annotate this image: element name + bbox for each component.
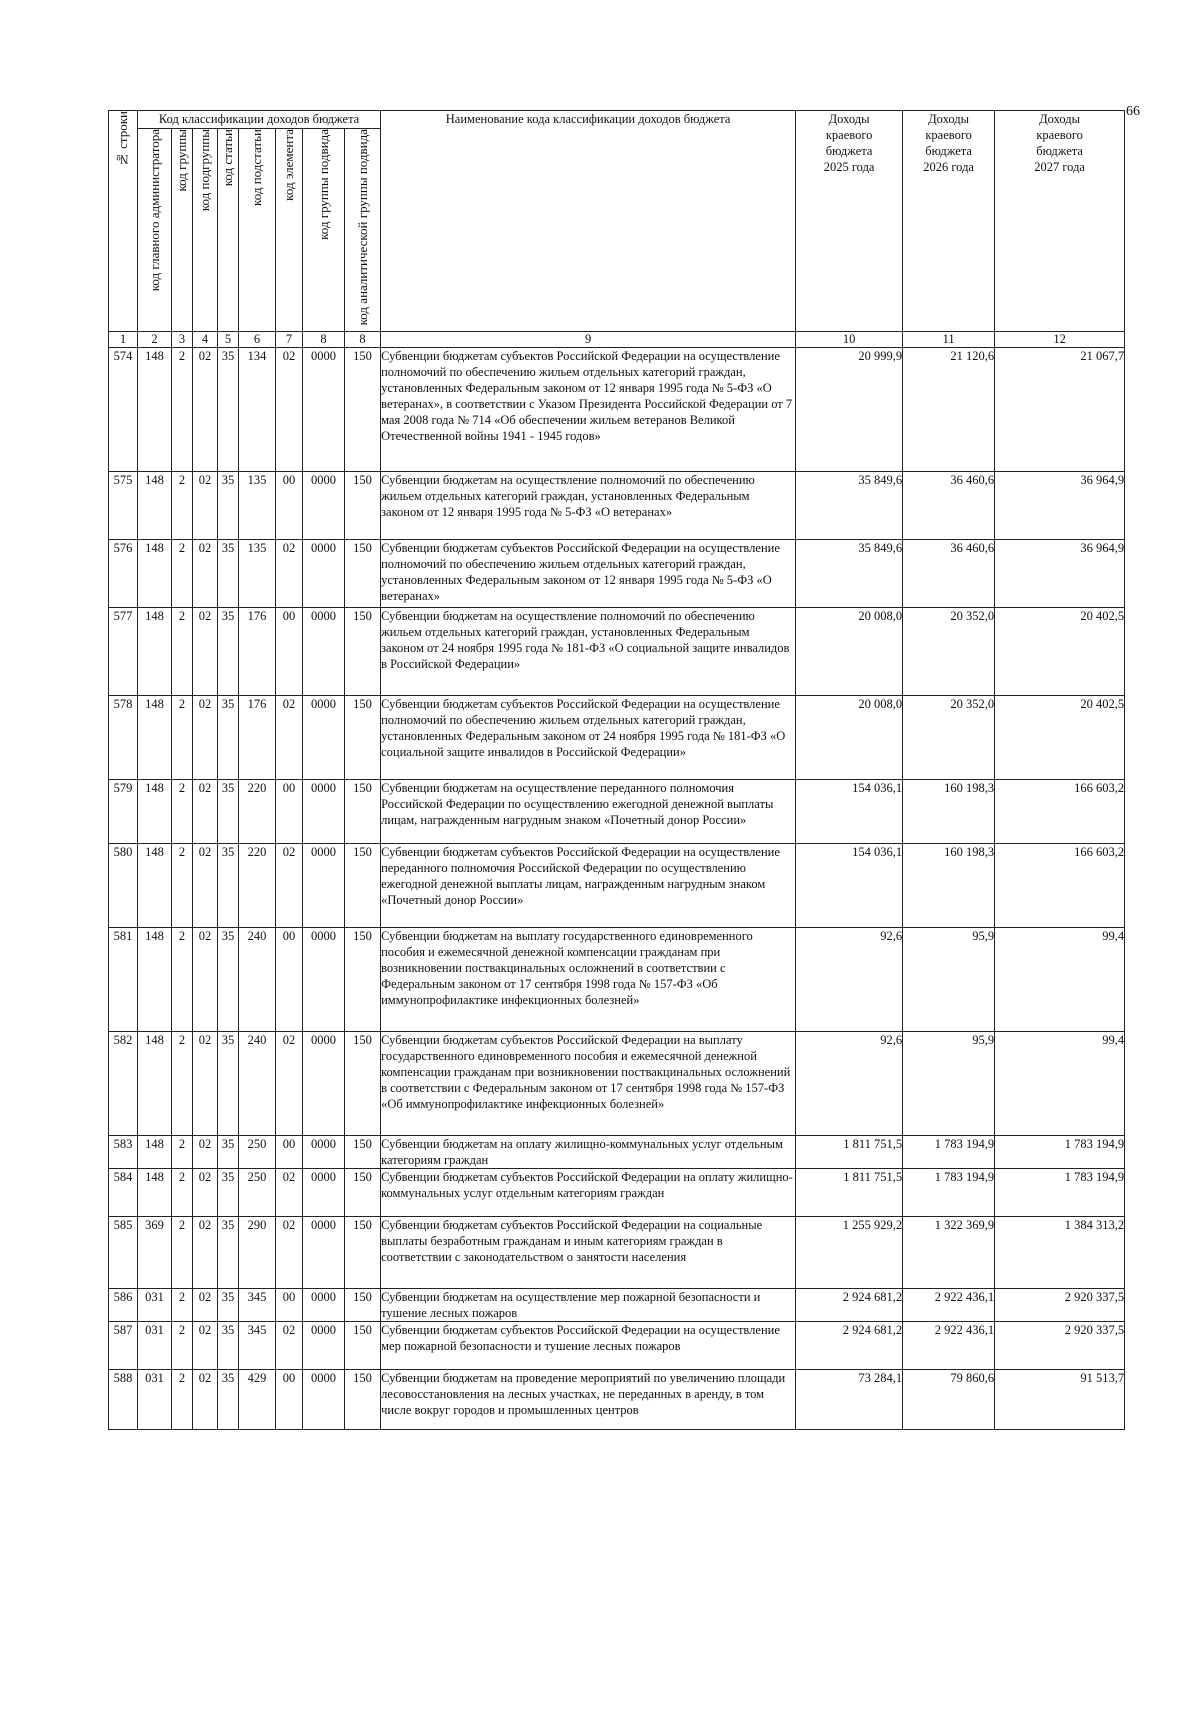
income-2026-value: 1 783 194,9	[903, 1136, 995, 1169]
row-number: 577	[109, 608, 138, 696]
income-2027-value: 99,4	[995, 1032, 1125, 1136]
column-number: 3	[172, 332, 193, 348]
table-row	[109, 928, 1125, 1032]
classification-code-header: Код классификации доходов бюджета	[138, 111, 381, 129]
element-code: 02	[276, 696, 303, 780]
admin-code: 148	[138, 540, 172, 608]
income-2025-value: 1 255 929,2	[796, 1217, 903, 1289]
admin-code-header: код главного администратора	[138, 129, 172, 332]
income-2025-value: 20 999,9	[796, 348, 903, 472]
group-code: 2	[172, 928, 193, 1032]
column-number: 4	[193, 332, 218, 348]
analytic-group-code: 150	[345, 844, 381, 928]
budget-income-table	[108, 110, 1125, 1430]
element-code: 00	[276, 928, 303, 1032]
article-code: 35	[218, 1217, 239, 1289]
income-2026-value: 21 120,6	[903, 348, 995, 472]
income-2025-value: 92,6	[796, 1032, 903, 1136]
income-2026-value: 20 352,0	[903, 696, 995, 780]
subtype-group-code: 0000	[303, 1136, 345, 1169]
admin-code: 148	[138, 472, 172, 540]
column-number: 8	[345, 332, 381, 348]
admin-code: 148	[138, 1032, 172, 1136]
table-row	[109, 1322, 1125, 1370]
name-column-header: Наименование кода классификации доходов бюджета	[381, 111, 796, 332]
income-2027-value: 1 783 194,9	[995, 1136, 1125, 1169]
subgroup-code: 02	[193, 348, 218, 472]
row-number: 584	[109, 1169, 138, 1217]
article-code: 35	[218, 1169, 239, 1217]
subarticle-code: 250	[239, 1169, 276, 1217]
subarticle-code: 135	[239, 472, 276, 540]
column-number: 12	[995, 332, 1125, 348]
admin-code: 148	[138, 928, 172, 1032]
income-2025-value: 92,6	[796, 928, 903, 1032]
analytic-group-code: 150	[345, 1289, 381, 1322]
article-code: 35	[218, 1370, 239, 1430]
element-code: 02	[276, 1032, 303, 1136]
subtype-group-code: 0000	[303, 696, 345, 780]
group-code: 2	[172, 1169, 193, 1217]
income-2025-value: 2 924 681,2	[796, 1289, 903, 1322]
column-number: 10	[796, 332, 903, 348]
group-code: 2	[172, 472, 193, 540]
analytic-group-code: 150	[345, 472, 381, 540]
income-name: Субвенции бюджетам на осуществление полномочий по обеспечению жильем отдельных категорий граждан, установленных Федеральным законом от 24 ноября 1995 года № 181-ФЗ «О социальной защите инвалидов в Российской Федерации»	[381, 608, 796, 696]
income-2026-value: 2 922 436,1	[903, 1289, 995, 1322]
subtype-group-code: 0000	[303, 928, 345, 1032]
income-2026-value: 2 922 436,1	[903, 1322, 995, 1370]
income-2025-value: 1 811 751,5	[796, 1169, 903, 1217]
analytic-group-code: 150	[345, 928, 381, 1032]
article-code: 35	[218, 780, 239, 844]
element-code: 02	[276, 844, 303, 928]
income-name: Субвенции бюджетам субъектов Российской Федерации на осуществление полномочий по обеспечению жильем отдельных категорий граждан, установленных Федеральным законом от 12 января 1995 года № 5-ФЗ «О ветеранах»	[381, 540, 796, 608]
row-number: 574	[109, 348, 138, 472]
column-number: 7	[276, 332, 303, 348]
column-number: 1	[109, 332, 138, 348]
element-code: 00	[276, 472, 303, 540]
subgroup-code: 02	[193, 1370, 218, 1430]
subgroup-code: 02	[193, 928, 218, 1032]
article-code: 35	[218, 696, 239, 780]
group-code: 2	[172, 1217, 193, 1289]
subgroup-code: 02	[193, 780, 218, 844]
income-2026-value: 160 198,3	[903, 780, 995, 844]
income-name: Субвенции бюджетам на осуществление полномочий по обеспечению жильем отдельных категорий граждан, установленных Федеральным законом от 12 января 1995 года № 5-ФЗ «О ветеранах»	[381, 472, 796, 540]
row-number: 576	[109, 540, 138, 608]
element-code: 02	[276, 1322, 303, 1370]
admin-code: 031	[138, 1289, 172, 1322]
subtype-group-code: 0000	[303, 1217, 345, 1289]
table-row	[109, 540, 1125, 608]
article-code: 35	[218, 472, 239, 540]
income-2026-value: 1 783 194,9	[903, 1169, 995, 1217]
subtype-group-code: 0000	[303, 844, 345, 928]
subarticle-code: 250	[239, 1136, 276, 1169]
row-number: 587	[109, 1322, 138, 1370]
analytic-group-code: 150	[345, 1370, 381, 1430]
admin-code: 369	[138, 1217, 172, 1289]
subarticle-code: 345	[239, 1289, 276, 1322]
analytic-group-code: 150	[345, 1169, 381, 1217]
income-2027-value: 21 067,7	[995, 348, 1125, 472]
income-2027-value: 99,4	[995, 928, 1125, 1032]
income-name: Субвенции бюджетам субъектов Российской Федерации на осуществление переданного полномочия Российской Федерации по осуществлению ежегодной денежной выплаты лицам, награжденным нагрудным знаком «Почетный донор России»	[381, 844, 796, 928]
income-2027-value: 36 964,9	[995, 540, 1125, 608]
admin-code: 148	[138, 780, 172, 844]
element-code: 02	[276, 1217, 303, 1289]
admin-code: 148	[138, 844, 172, 928]
subarticle-code: 135	[239, 540, 276, 608]
row-number: 588	[109, 1370, 138, 1430]
subgroup-code: 02	[193, 1289, 218, 1322]
column-number: 11	[903, 332, 995, 348]
subarticle-code: 176	[239, 608, 276, 696]
income-name: Субвенции бюджетам субъектов Российской Федерации на выплату государственного единовременного пособия и ежемесячной денежной компенсации гражданам при возникновении поствакцинальных осложнений в соответствии с Федеральным законом от 17 сентября 1998 года № 157-ФЗ «Об иммунопрофилактике инфекционных болезней»	[381, 1032, 796, 1136]
income-2025-value: 154 036,1	[796, 780, 903, 844]
subtype-group-code: 0000	[303, 540, 345, 608]
analytic-group-code: 150	[345, 696, 381, 780]
column-number: 2	[138, 332, 172, 348]
group-code: 2	[172, 696, 193, 780]
income-name: Субвенции бюджетам на осуществление переданного полномочия Российской Федерации по осуществлению ежегодной денежной выплаты лицам, награжденным нагрудным знаком «Почетный донор России»	[381, 780, 796, 844]
income-2025-value: 35 849,6	[796, 472, 903, 540]
subtype-group-code: 0000	[303, 608, 345, 696]
income-2027-value: 1 783 194,9	[995, 1169, 1125, 1217]
income-2027-value: 2 920 337,5	[995, 1289, 1125, 1322]
subtype-group-code: 0000	[303, 1289, 345, 1322]
income-2025-value: 2 924 681,2	[796, 1322, 903, 1370]
subtype-group-code: 0000	[303, 1169, 345, 1217]
income-2025-value: 20 008,0	[796, 608, 903, 696]
table-row	[109, 1289, 1125, 1322]
analytic-group-code: 150	[345, 1136, 381, 1169]
income-2027-value: 166 603,2	[995, 844, 1125, 928]
subgroup-code: 02	[193, 1322, 218, 1370]
income-2026-value: 95,9	[903, 1032, 995, 1136]
income-2027-value: 1 384 313,2	[995, 1217, 1125, 1289]
element-code: 00	[276, 1370, 303, 1430]
group-code: 2	[172, 1032, 193, 1136]
income-2027-value: 166 603,2	[995, 780, 1125, 844]
table-row	[109, 608, 1125, 696]
article-code: 35	[218, 1136, 239, 1169]
subgroup-code: 02	[193, 1217, 218, 1289]
income-2026-value: 1 322 369,9	[903, 1217, 995, 1289]
income-2025-value: 73 284,1	[796, 1370, 903, 1430]
row-number: 575	[109, 472, 138, 540]
row-number: 581	[109, 928, 138, 1032]
analytic-group-code: 150	[345, 780, 381, 844]
subgroup-code: 02	[193, 844, 218, 928]
table-row	[109, 1370, 1125, 1430]
subarticle-code-header: код подстатьи	[239, 129, 276, 332]
column-number-row	[109, 332, 1125, 348]
article-code: 35	[218, 1032, 239, 1136]
table-row	[109, 696, 1125, 780]
analytic-group-code: 150	[345, 348, 381, 472]
group-code: 2	[172, 540, 193, 608]
row-number: 583	[109, 1136, 138, 1169]
analytic-group-code: 150	[345, 1322, 381, 1370]
income-name: Субвенции бюджетам на осуществление мер пожарной безопасности и тушение лесных пожаров	[381, 1289, 796, 1322]
table-row	[109, 1032, 1125, 1136]
element-code: 00	[276, 780, 303, 844]
income-2026-value: 160 198,3	[903, 844, 995, 928]
subarticle-code: 240	[239, 1032, 276, 1136]
income-name: Субвенции бюджетам субъектов Российской Федерации на осуществление полномочий по обеспечению жильем отдельных категорий граждан, установленных Федеральным законом от 24 ноября 1995 года № 181-ФЗ «О социальной защите инвалидов в Российской Федерации»	[381, 696, 796, 780]
article-code: 35	[218, 1322, 239, 1370]
admin-code: 148	[138, 1169, 172, 1217]
subarticle-code: 290	[239, 1217, 276, 1289]
subgroup-code: 02	[193, 1136, 218, 1169]
element-code: 02	[276, 540, 303, 608]
column-number: 8	[303, 332, 345, 348]
table-row	[109, 1136, 1125, 1169]
table-body	[109, 348, 1125, 1430]
element-code-header: код элемента	[276, 129, 303, 332]
article-code: 35	[218, 540, 239, 608]
article-code: 35	[218, 928, 239, 1032]
income-2026-value: 36 460,6	[903, 472, 995, 540]
analytic-group-code: 150	[345, 1032, 381, 1136]
group-code: 2	[172, 1289, 193, 1322]
subtype-group-code: 0000	[303, 472, 345, 540]
page-number: 66	[1126, 104, 1140, 119]
element-code: 00	[276, 1289, 303, 1322]
income-2025-header: Доходы краевого бюджета 2025 года	[796, 111, 903, 332]
element-code: 02	[276, 1169, 303, 1217]
group-code-header: код группы	[172, 129, 193, 332]
analytic-group-code-header: код аналитической группы подвида	[345, 129, 381, 332]
group-code: 2	[172, 1136, 193, 1169]
subgroup-code: 02	[193, 1169, 218, 1217]
income-name: Субвенции бюджетам субъектов Российской Федерации на социальные выплаты безработным гражданам и иным категориям граждан в соответствии с законодательством о занятости населения	[381, 1217, 796, 1289]
subarticle-code: 220	[239, 844, 276, 928]
subarticle-code: 176	[239, 696, 276, 780]
column-number: 5	[218, 332, 239, 348]
income-name: Субвенции бюджетам субъектов Российской Федерации на осуществление полномочий по обеспечению жильем отдельных категорий граждан, установленных Федеральным законом от 12 января 1995 года № 5-ФЗ «О ветеранах», в соответствии с Указом Президента Российской Федерации от 7 мая 2008 года № 714 «Об обеспечении жильем ветеранов Великой Отечественной войны 1941 - 1945 годов»	[381, 348, 796, 472]
income-name: Субвенции бюджетам на проведение мероприятий по увеличению площади лесовосстановления на лесных участках, не переданных в аренду, в том числе вокруг городов и промышленных центров	[381, 1370, 796, 1430]
subtype-group-code: 0000	[303, 780, 345, 844]
group-code: 2	[172, 844, 193, 928]
table-row	[109, 348, 1125, 472]
article-code: 35	[218, 608, 239, 696]
subarticle-code: 345	[239, 1322, 276, 1370]
income-2025-value: 154 036,1	[796, 844, 903, 928]
income-name: Субвенции бюджетам субъектов Российской Федерации на осуществление мер пожарной безопасности и тушение лесных пожаров	[381, 1322, 796, 1370]
subtype-group-code: 0000	[303, 1370, 345, 1430]
row-number: 586	[109, 1289, 138, 1322]
income-2026-value: 95,9	[903, 928, 995, 1032]
analytic-group-code: 150	[345, 540, 381, 608]
subarticle-code: 220	[239, 780, 276, 844]
income-2025-value: 35 849,6	[796, 540, 903, 608]
group-code: 2	[172, 1322, 193, 1370]
subgroup-code: 02	[193, 696, 218, 780]
table-row	[109, 1217, 1125, 1289]
element-code: 00	[276, 608, 303, 696]
element-code: 00	[276, 1136, 303, 1169]
row-number: 585	[109, 1217, 138, 1289]
row-number: 579	[109, 780, 138, 844]
subtype-group-code-header: код группы подвида	[303, 129, 345, 332]
table-row	[109, 844, 1125, 928]
article-code: 35	[218, 844, 239, 928]
income-2027-value: 91 513,7	[995, 1370, 1125, 1430]
income-name: Субвенции бюджетам на выплату государственного единовременного пособия и ежемесячной денежной компенсации гражданам при возникновении поствакцинальных осложнений в соответствии с Федеральным законом от 17 сентября 1998 года № 157-ФЗ «Об иммунопрофилактике инфекционных болезней»	[381, 928, 796, 1032]
income-2026-value: 36 460,6	[903, 540, 995, 608]
subgroup-code: 02	[193, 1032, 218, 1136]
subarticle-code: 429	[239, 1370, 276, 1430]
income-2027-value: 36 964,9	[995, 472, 1125, 540]
admin-code: 031	[138, 1322, 172, 1370]
column-number: 9	[381, 332, 796, 348]
subtype-group-code: 0000	[303, 348, 345, 472]
income-name: Субвенции бюджетам на оплату жилищно-коммунальных услуг отдельным категориям граждан	[381, 1136, 796, 1169]
element-code: 02	[276, 348, 303, 472]
income-2026-value: 20 352,0	[903, 608, 995, 696]
article-code: 35	[218, 1289, 239, 1322]
header-row-top	[109, 111, 1125, 129]
row-number: 578	[109, 696, 138, 780]
income-2026-header: Доходы краевого бюджета 2026 года	[903, 111, 995, 332]
subgroup-code-header: код подгруппы	[193, 129, 218, 332]
admin-code: 148	[138, 696, 172, 780]
income-2026-value: 79 860,6	[903, 1370, 995, 1430]
subtype-group-code: 0000	[303, 1032, 345, 1136]
analytic-group-code: 150	[345, 608, 381, 696]
group-code: 2	[172, 1370, 193, 1430]
admin-code: 148	[138, 608, 172, 696]
row-number: 582	[109, 1032, 138, 1136]
subtype-group-code: 0000	[303, 1322, 345, 1370]
income-2027-header: Доходы краевого бюджета 2027 года	[995, 111, 1125, 332]
group-code: 2	[172, 608, 193, 696]
subgroup-code: 02	[193, 608, 218, 696]
table-row	[109, 1169, 1125, 1217]
table-row	[109, 780, 1125, 844]
group-code: 2	[172, 348, 193, 472]
row-number-header: № строки	[109, 111, 138, 332]
income-name: Субвенции бюджетам субъектов Российской Федерации на оплату жилищно-коммунальных услуг отдельным категориям граждан	[381, 1169, 796, 1217]
analytic-group-code: 150	[345, 1217, 381, 1289]
article-code: 35	[218, 348, 239, 472]
subarticle-code: 134	[239, 348, 276, 472]
income-2025-value: 20 008,0	[796, 696, 903, 780]
article-code-header: код статьи	[218, 129, 239, 332]
subgroup-code: 02	[193, 540, 218, 608]
table-row	[109, 472, 1125, 540]
income-2027-value: 20 402,5	[995, 696, 1125, 780]
income-2027-value: 2 920 337,5	[995, 1322, 1125, 1370]
admin-code: 148	[138, 1136, 172, 1169]
admin-code: 031	[138, 1370, 172, 1430]
subarticle-code: 240	[239, 928, 276, 1032]
group-code: 2	[172, 780, 193, 844]
admin-code: 148	[138, 348, 172, 472]
subgroup-code: 02	[193, 472, 218, 540]
column-number: 6	[239, 332, 276, 348]
row-number: 580	[109, 844, 138, 928]
income-2025-value: 1 811 751,5	[796, 1136, 903, 1169]
income-2027-value: 20 402,5	[995, 608, 1125, 696]
